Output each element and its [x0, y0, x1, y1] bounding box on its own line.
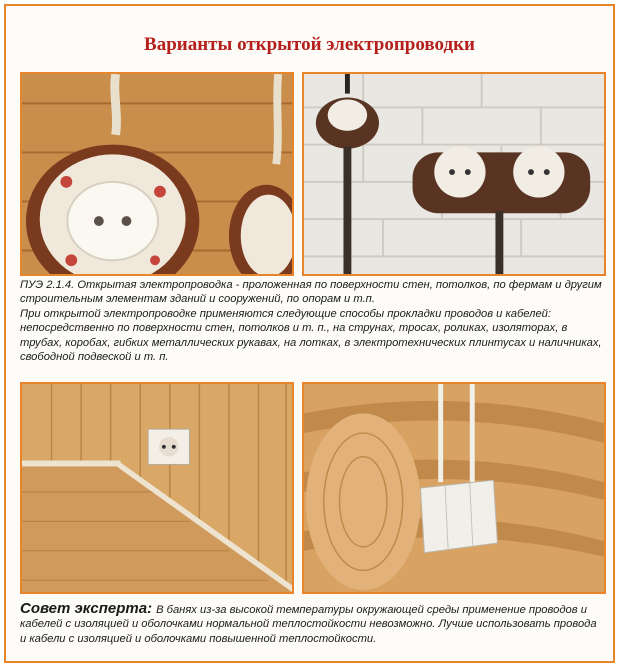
expert-advice — [20, 602, 605, 646]
photo-switch-log-wall — [302, 382, 606, 594]
caption — [20, 278, 605, 364]
caption-pue: ПУЭ 2.1.4. Открытая электропроводка - проложенная по поверхности стен, потолков, по фермам и другим строительным элементам зданий и сооружений, по опорам и т.п. — [20, 279, 602, 306]
expert-advice-label: Совет эксперта: — [20, 600, 153, 617]
expert-advice-text: В банях из-за высокой температуры окружающей среды применение проводов и кабелей с изоляцией и оболочками нормальной теплостойкости невозможно. Лучше использовать провода и кабели с изоляцией и оболочками повышенной теплостойкости. — [20, 604, 597, 645]
article-card — [4, 4, 615, 663]
page-title: Варианты открытой электропроводки — [144, 34, 475, 55]
photo-black-sockets-brick — [302, 72, 606, 276]
caption-methods: При открытой электропроводке применяются следующие способы прокладки проводов и кабелей: непосредственно по поверхности стен, потолков и т. п., на струнах, тросах, роликах, изоляторах, в трубах, коробах, гибких металлических рукавах, на лотках, в электротехнических плинтусах и наличниках, свободной подвеской и т. п. — [20, 307, 602, 364]
photo-socket-clapboard — [20, 382, 294, 594]
photo-ceramic-socket-wood — [20, 72, 294, 276]
